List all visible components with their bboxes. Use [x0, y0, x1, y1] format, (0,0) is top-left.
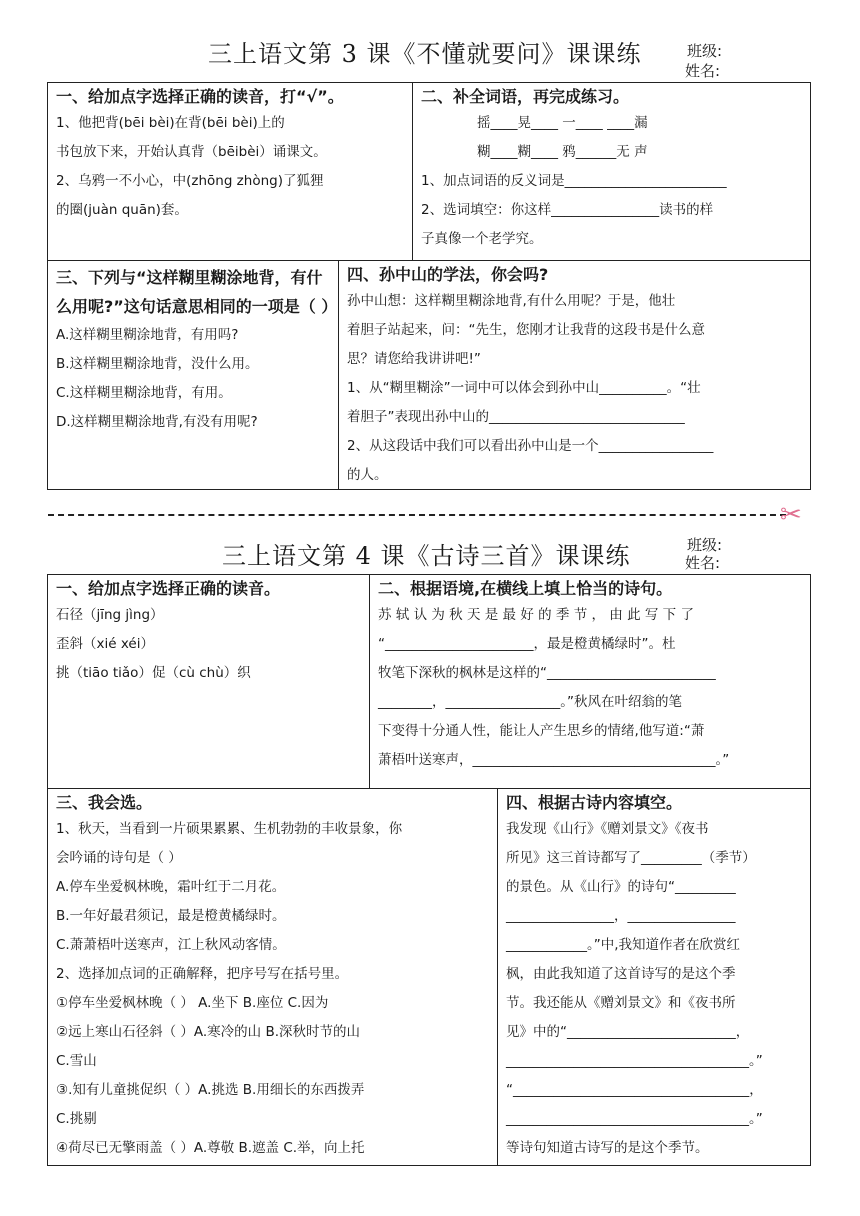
question-line: 的圈(juàn quān)套。 [56, 202, 188, 218]
question-line: ④荷尽已无擎雨盖（ ）A.尊敬 B.遮盖 C.举，向上托 [56, 1140, 365, 1156]
passage-line: 节。我还能从《赠刘景文》和《夜书所 [506, 995, 736, 1011]
question-line: 1、加点词语的反义词是________________________ [421, 173, 727, 189]
passage-line: ____________________________________。” [506, 1053, 763, 1069]
question-line: 石径（jīng jìng） [56, 607, 164, 623]
word-row: 摇____晃____ 一____ ____漏 [477, 115, 648, 131]
option-c: C.这样糊里糊涂地背，有用。 [56, 385, 232, 401]
question-line: 1、他把背(bēi bèi)在背(bēi bèi)上的 [56, 115, 285, 131]
passage-line: ____________________________________。” [506, 1111, 763, 1127]
option-a: A.停车坐爱枫林晚，霜叶红于二月花。 [56, 879, 286, 895]
passage-line: ____________。”中,我知道作者在欣赏红 [506, 937, 741, 953]
question-line: 会吟诵的诗句是（ ） [56, 850, 182, 866]
section-heading: 二、补全词语，再完成练习。 [421, 87, 630, 106]
question-line: ①停车坐爱枫林晚（ ） A.坐下 B.座位 C.因为 [56, 995, 329, 1011]
section-pronunciation [48, 83, 413, 261]
option-b: B.这样糊里糊涂地背，没什么用。 [56, 356, 259, 372]
passage-line: 我发现《山行》《赠刘景文》《夜书 [506, 821, 709, 837]
passage-line: 萧梧叶送寒声，____________________________________。” [378, 752, 730, 768]
section-heading: 二、根据语境,在横线上填上恰当的诗句。 [378, 579, 673, 598]
question-line: ③.知有儿童挑促织（ ）A.挑选 B.用细长的东西拨弄 [56, 1082, 365, 1098]
passage-line: 思？请您给我讲讲吧!” [347, 351, 481, 367]
question-line: 1、秋天，当看到一片硕果累累、生机勃勃的丰收景象，你 [56, 821, 403, 837]
passage-line: 等诗句知道古诗写的是这个季节。 [506, 1140, 709, 1156]
passage-line: 牧笔下深秋的枫林是这样的“_________________________ [378, 665, 716, 681]
passage-line: 苏 轼 认 为 秋 天 是 最 好 的 季 节 ， 由 此 写 下 了 [378, 607, 694, 623]
section-poem-content [498, 789, 810, 1165]
section-heading: 一、给加点字选择正确的读音。 [56, 579, 281, 598]
section-word-completion [413, 83, 810, 261]
section-reading [339, 261, 810, 489]
passage-line: ________________，________________ [506, 908, 736, 924]
passage-line: 着胆子站起来，问：“先生，您刚才让我背的这段书是什么意 [347, 322, 705, 338]
passage-line: 见》中的“_________________________， [506, 1024, 750, 1040]
section-fill-poem [370, 575, 810, 789]
passage-line: 下变得十分通人性，能让人产生思乡的情绪,他写道:“萧 [378, 723, 705, 739]
worksheet-title-lesson-3: 三上语文第 3 课《不懂就要问》课课练 [208, 40, 642, 68]
section-meaning-choice [48, 261, 339, 489]
section-pronunciation [48, 575, 370, 789]
section-heading: 四、根据古诗内容填空。 [506, 793, 683, 812]
question-line: 挑（tiāo tiǎo）促（cù chù）织 [56, 665, 251, 681]
name-label: 姓名: [685, 62, 721, 80]
word-row: 糊____糊____ 鸦______无 声 [477, 144, 648, 160]
section-heading: 三、我会选。 [56, 793, 153, 812]
scissors-icon: ✂ [780, 500, 802, 530]
passage-line: “______________________，最是橙黄橘绿时”。杜 [378, 636, 676, 652]
option-a: A.这样糊里糊涂地背，有用吗? [56, 327, 239, 343]
question-line: 书包放下来，开始认真背（bēibèi）诵课文。 [56, 144, 327, 160]
exercise-grid-lesson-3 [47, 82, 811, 490]
option-b: B.一年好最君须记，最是橙黄橘绿时。 [56, 908, 286, 924]
passage-line: ________，_________________。”秋风在叶绍翁的笔 [378, 694, 682, 710]
question-line: 的人。 [347, 467, 388, 483]
passage-line: 枫，由此我知道了这首诗写的是这个季 [506, 966, 736, 982]
question-line: 子真像一个老学究。 [421, 231, 543, 247]
question-line: 2、选择加点词的正确解释，把序号写在括号里。 [56, 966, 349, 982]
section-heading: 四、孙中山的学法，你会吗? [347, 265, 549, 284]
question-line: 2、选词填空：你这样________________读书的样 [421, 202, 714, 218]
passage-line: 的景色。从《山行》的诗句“_________ [506, 879, 736, 895]
passage-line: 孙中山想：这样糊里糊涂地背,有什么用呢？于是，他壮 [347, 293, 676, 309]
class-label: 班级: [687, 42, 723, 60]
passage-line: 所见》这三首诗都写了_________（季节） [506, 850, 756, 866]
cut-line [48, 514, 786, 516]
option-c: C.萧萧梧叶送寒声，江上秋风动客情。 [56, 937, 286, 953]
question-line: C.挑剔 [56, 1111, 97, 1127]
question-line: 2、乌鸦一不小心，中(zhōng zhòng)了狐狸 [56, 173, 324, 189]
question-line: 2、从这段话中我们可以看出孙中山是一个_________________ [347, 438, 714, 454]
class-label: 班级: [687, 536, 723, 554]
section-choose [48, 789, 498, 1165]
section-heading: 一、给加点字选择正确的读音，打“√”。 [56, 87, 344, 106]
worksheet-title-lesson-4: 三上语文第 4 课《古诗三首》课课练 [222, 542, 631, 570]
option-d: D.这样糊里糊涂地背,有没有用呢? [56, 414, 258, 430]
name-label: 姓名: [685, 554, 721, 572]
passage-line: “___________________________________， [506, 1082, 763, 1098]
section-heading: 三、下列与“这样糊里糊涂地背，有什么用呢?”这句话意思相同的一项是（ ） [56, 268, 338, 316]
question-line: C.雪山 [56, 1053, 97, 1069]
exercise-grid-lesson-4 [47, 574, 811, 1166]
question-line: 歪斜（xié xéi） [56, 636, 154, 652]
question-line: ②远上寒山石径斜（ ）A.寒冷的山 B.深秋时节的山 [56, 1024, 361, 1040]
question-line: 着胆子”表现出孙中山的_____________________________ [347, 409, 685, 425]
question-line: 1、从“糊里糊涂”一词中可以体会到孙中山__________。“壮 [347, 380, 701, 396]
